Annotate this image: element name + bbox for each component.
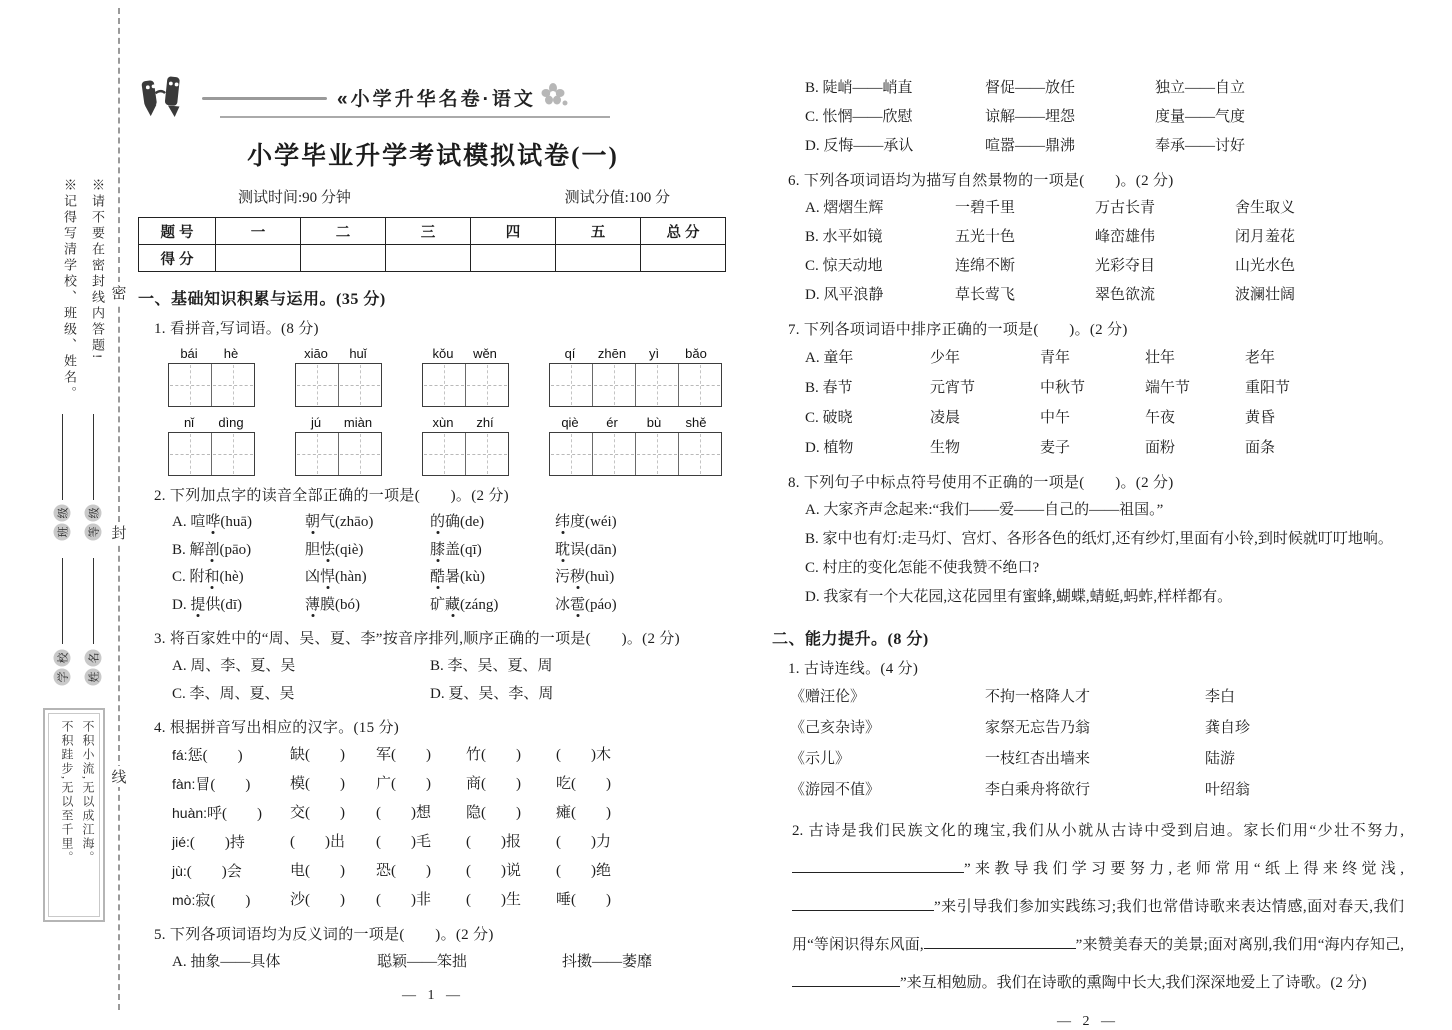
- question-3-stem: 3. 将百家姓中的“周、吴、夏、李”按音序排列,顺序正确的一项是( )。(2 分): [154, 631, 680, 647]
- page-number-2: — 2 —: [1057, 1014, 1119, 1029]
- seal-note-1: ※请不要在密封线内答题!: [90, 178, 105, 362]
- question-5-option-d: D. 反悔——承认 喧嚣——鼎沸 奉承——讨好: [805, 138, 1246, 154]
- matching-row-4: 《游园不值》 李白乘舟将欲行 叶绍翁: [790, 782, 1251, 798]
- field-stamp-class: 班 级: [40, 500, 84, 544]
- seal-char-feng: 封: [109, 522, 129, 543]
- question-2-option-a: A. 喧哗(huā) 朝气(zhāo) 的确(de) 纬度(wéi): [172, 514, 617, 530]
- brand-title: «小学升华名卷·语文: [337, 88, 536, 110]
- pinyin-group: kǒu wěn: [422, 346, 509, 407]
- pinyin-group: xiāo huǐ: [295, 346, 382, 407]
- exam-meta: [138, 186, 728, 207]
- question-1-stem: 1. 看拼音,写词语。(8 分): [154, 321, 319, 337]
- motto-box: [43, 708, 105, 922]
- blank-line-4: [792, 970, 900, 987]
- question-5-option-a: A. 抽象——具体 聪颖——笨拙 抖擞——萎靡: [172, 954, 653, 970]
- pinyin-group: qiè ér bù shě: [549, 415, 722, 476]
- pinyin-grid-row-1: [168, 346, 728, 407]
- question-2-option-b: B. 解剖(pāo) 胆怯(qiè) 膝盖(qī) 耽误(dān): [172, 541, 617, 558]
- pinyin-group: jú miàn: [295, 415, 382, 476]
- page-number-1: — 1 —: [402, 988, 464, 1003]
- score-table: [138, 217, 726, 272]
- field-line-class: [62, 414, 63, 500]
- pinyin-grid-row-2: [168, 415, 728, 476]
- question-2-option-c: C. 附和(hè) 凶悍(hàn) 酷暑(kù) 污秽(huì): [172, 569, 615, 585]
- question-8-option-b: B. 家中也有灯:走马灯、宫灯、各形各色的纸灯,还有纱灯,里面有小铃,到时候就叮叮地响。: [805, 531, 1393, 547]
- question-4-row-fa: fá:惩( ) 缺( ) 军( ) 竹( ) ( )木: [172, 747, 611, 764]
- field-line-school: [62, 558, 63, 644]
- question-3-options: A. 周、李、夏、吴 B. 李、吴、夏、周 C. 李、周、夏、吴 D. 夏、吴、李、周: [172, 658, 554, 702]
- blank-line-2: [792, 894, 934, 911]
- brand-header: [138, 70, 728, 120]
- pinyin-group: qí zhēn yì bǎo: [549, 346, 722, 407]
- seal-note-2: ※记得写清学校、班级、姓名。: [62, 178, 77, 402]
- page-2: [772, 62, 1404, 1030]
- question-6-option-a: A. 熠熠生辉 一碧千里 万古长青 舍生取义: [805, 200, 1296, 216]
- pinyin-group: xùn zhí: [422, 415, 509, 476]
- field-line-grade: [93, 414, 94, 500]
- question-7-option-a: A. 童年 少年 青年 壮年 老年: [805, 350, 1276, 366]
- brand-rule-line: [202, 97, 327, 100]
- question-7-option-d: D. 植物 生物 麦子 面粉 面条: [805, 440, 1276, 456]
- seal-notes: [51, 178, 107, 538]
- question-5-stem: 5. 下列各项词语均为反义词的一项是( )。(2 分): [154, 927, 494, 943]
- blank-line-1: [792, 856, 964, 873]
- exam-time: 测试时间:90 分钟: [238, 190, 351, 206]
- motto-line-1: 不积小流,无以成江海。: [81, 720, 95, 865]
- question-7-option-c: C. 破晓 凌晨 中午 午夜 黄昏: [805, 410, 1276, 426]
- question-4-stem: 4. 根据拼音写出相应的汉字。(15 分): [154, 720, 400, 736]
- question-5-option-b: B. 陡峭——峭直 督促——放任 独立——自立: [805, 80, 1246, 96]
- seal-margin: [35, 0, 131, 1018]
- question-4-row-huan: huàn:呼( ) 交( ) ( )想 隐( ) 瘫( ): [172, 805, 611, 822]
- exam-score: 测试分值:100 分: [564, 190, 670, 206]
- matching-row-2: 《己亥杂诗》 家祭无忘告乃翁 龚自珍: [790, 720, 1251, 736]
- seal-char-mi: 密: [109, 282, 129, 303]
- question-6-option-b: B. 水平如镜 五光十色 峰峦雄伟 闭月羞花: [805, 229, 1296, 245]
- matching-row-1: 《赠汪伦》 不拘一格降人才 李白: [790, 689, 1236, 705]
- field-stamp-grade: 等 级: [71, 500, 115, 544]
- section-2-title: 二、能力提升。(8 分): [772, 631, 929, 648]
- field-stamp-school: 学 校: [40, 645, 84, 689]
- score-table-header-row: 题 号 一 二 三 四 五 总 分: [139, 218, 726, 245]
- question-2-stem: 2. 下列加点字的读音全部正确的一项是( )。(2 分): [154, 488, 509, 504]
- seal-dashed-line: [118, 8, 120, 1010]
- question-7-stem: 7. 下列各项词语中排序正确的一项是( )。(2 分): [788, 322, 1128, 338]
- pinyin-group: bái hè: [168, 346, 255, 407]
- flower-icon: [538, 82, 568, 108]
- page-title: 小学毕业升学考试模拟试卷(一): [247, 143, 619, 170]
- question-6-option-c: C. 惊天动地 连绵不断 光彩夺目 山光水色: [805, 258, 1296, 274]
- question-8-option-d: D. 我家有一个大花园,这花园里有蜜蜂,蝴蝶,蜻蜓,蚂蚱,样样都有。: [805, 589, 1233, 605]
- question-2-option-d: D. 提供(dī) 薄膜(bó) 矿藏(záng) 冰雹(páo): [172, 596, 617, 613]
- field-stamp-name: 姓 名: [71, 645, 115, 689]
- motto-line-2: 不积跬步,无以至千里。: [60, 720, 74, 865]
- page-1: [138, 70, 728, 1004]
- pinyin-group: nǐ dìng: [168, 415, 255, 476]
- field-line-name: [93, 558, 94, 644]
- question-5-option-c: C. 怅惘——欣慰 谅解——埋怨 度量——气度: [805, 109, 1246, 125]
- question-6-stem: 6. 下列各项词语均为描写自然景物的一项是( )。(2 分): [788, 173, 1174, 189]
- question-4-row-ju: jù:( )会 电( ) 恐( ) ( )说 ( )绝: [172, 863, 611, 880]
- question-8-option-a: A. 大家齐声念起来:“我们——爱——自己的——祖国。”: [805, 502, 1164, 518]
- score-table-score-row: 得 分: [139, 245, 726, 272]
- question-4-row-jie: jié:( )持 ( )出 ( )毛 ( )报 ( )力: [172, 834, 611, 851]
- question-6-option-d: D. 风平浪静 草长莺飞 翠色欲流 波澜壮阔: [805, 287, 1296, 303]
- pencil-mascots-icon: [138, 72, 196, 118]
- question-4-row-fan: fàn:冒( ) 模( ) 广( ) 商( ) 吃( ): [172, 776, 611, 793]
- matching-stem: 1. 古诗连线。(4 分): [788, 661, 919, 677]
- poetry-fill-paragraph: 2. 古诗是我们民族文化的瑰宝,我们从小就从古诗中受到启迪。家长们用“少壮不努力,”来教导我们学习要努力,老师常用“纸上得来终觉浅,”来引导我们参加实践练习;我们也常借诗歌来表达情感,面对春天,我们用“等闲识得东风面, ”来赞美春天的美景;面对离别,我们用“海内存知己,”来互相勉励。我们在诗歌的熏陶中长大,我们深深地爱上了诗歌。(2 分): [792, 823, 1404, 991]
- question-8-stem: 8. 下列句子中标点符号使用不正确的一项是( )。(2 分): [788, 475, 1174, 491]
- section-1-title: 一、基础知识积累与运用。(35 分): [138, 291, 386, 308]
- blank-line-3: [924, 932, 1076, 949]
- seal-char-xian: 线: [109, 766, 129, 787]
- question-7-option-b: B. 春节 元宵节 中秋节 端午节 重阳节: [805, 380, 1291, 396]
- matching-row-3: 《示儿》 一枝红杏出墙来 陆游: [790, 751, 1236, 767]
- question-4-row-mo: mò:寂( ) 沙( ) ( )非 ( )生 唾( ): [172, 892, 611, 909]
- question-8-option-c: C. 村庄的变化怎能不使我赞不绝口?: [805, 560, 1040, 576]
